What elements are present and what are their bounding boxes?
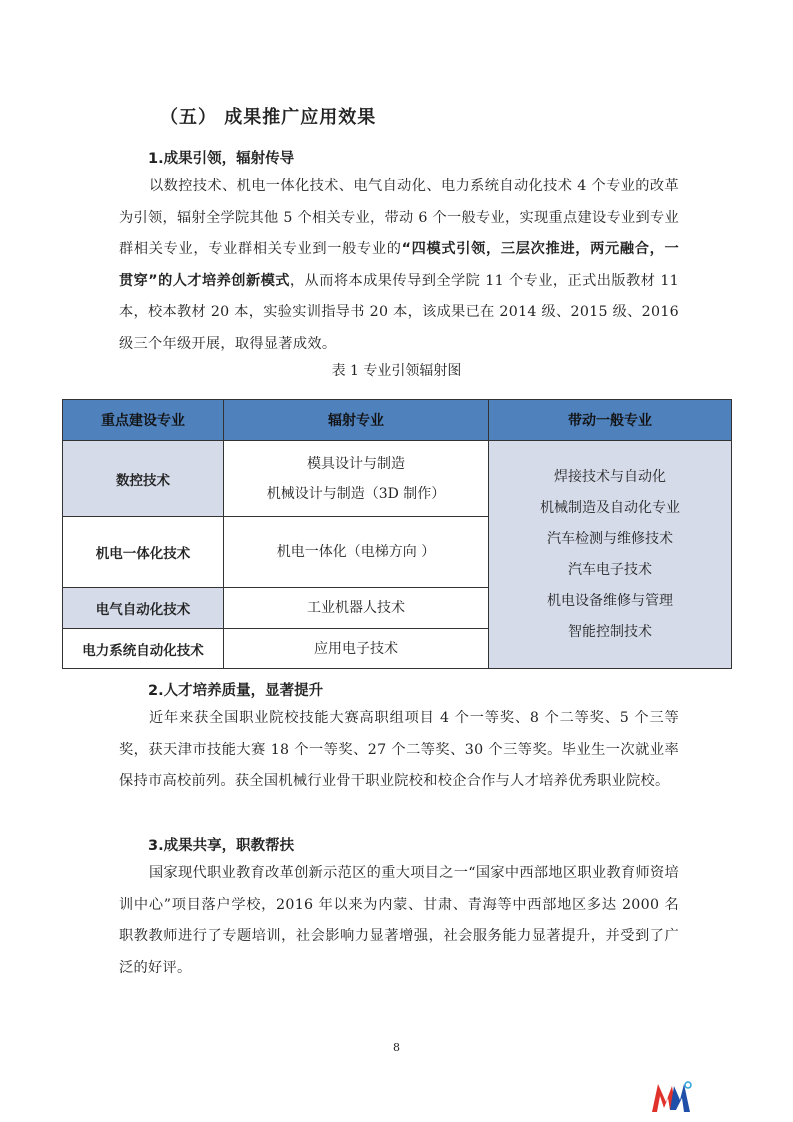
row-key-electrical: 电气自动化技术 bbox=[63, 588, 224, 629]
row-key-power: 电力系统自动化技术 bbox=[63, 629, 224, 669]
paragraph-2: 近年来获全国职业院校技能大赛高职组项目 4 个一等奖、8 个二等奖、5 个三等奖，获天津市技能大赛 18 个一等奖、27 个二等奖、30 个三等奖。毕业生一次就业率保持市高校前列。获全国机械行业骨干职业院校和校企合作与人才培养优秀职业院校。 bbox=[119, 710, 679, 789]
subsection-title-3: 3.成果共享，职教帮扶 bbox=[148, 838, 295, 854]
paragraph-1 bbox=[119, 171, 679, 360]
general-item: 汽车检测与维修技术 bbox=[547, 530, 673, 547]
general-item: 智能控制技术 bbox=[568, 623, 652, 640]
row-key-cnc: 数控技术 bbox=[63, 441, 224, 517]
section-title: （五） 成果推广应用效果 bbox=[160, 107, 377, 128]
row-radiate-electrical: 工业机器人技术 bbox=[224, 588, 489, 629]
general-item: 机电设备维修与管理 bbox=[547, 592, 673, 609]
general-item: 焊接技术与自动化 bbox=[554, 468, 666, 485]
row-radiate-mechatronics: 机电一体化（电梯方向 ） bbox=[224, 517, 489, 588]
general-majors-cell bbox=[489, 441, 732, 669]
radiate-item: 模具设计与制造 bbox=[307, 455, 405, 472]
row-radiate-power: 应用电子技术 bbox=[224, 629, 489, 669]
table-header-radiate: 辐射专业 bbox=[224, 400, 489, 441]
paragraph-1-part-c: ，从而将本成果传导到全学院 11 个专业，正式出版教材 11 本，校本教材 20 本，实验实训指导书 20 本，该成果已在 2014 级、2015 级、2016 级三个年级开展，取得显著成效。 bbox=[119, 272, 679, 352]
subsection-title-2: 2.人才培养质量，显著提升 bbox=[148, 683, 324, 699]
table-header-general: 带动一般专业 bbox=[489, 400, 732, 441]
page-number: 8 bbox=[393, 1041, 400, 1054]
general-item: 机械制造及自动化专业 bbox=[540, 499, 680, 516]
subsection-title-1: 1.成果引领，辐射传导 bbox=[148, 151, 295, 167]
paragraph-1-bold: “四模式引领，三层次推进，两元融合，一贯穿”的人才培养创新模式 bbox=[119, 241, 679, 289]
table-caption: 表 1 专业引领辐射图 bbox=[331, 363, 462, 379]
table-header-key: 重点建设专业 bbox=[63, 400, 224, 441]
paragraph-3: 国家现代职业教育改革创新示范区的重大项目之一“国家中西部地区职业教育师资培训中心”项目落户学校，2016 年以来为内蒙、甘肃、青海等中西部地区多达 2000 名职教教师进行了专题培训，社会影响力显著增强，社会服务能力显著提升，并受到了广泛的好评。 bbox=[119, 865, 679, 976]
row-key-mechatronics: 机电一体化技术 bbox=[63, 517, 224, 588]
radiate-item: 机械设计与制造（3D 制作） bbox=[266, 485, 446, 502]
school-logo-icon bbox=[650, 1080, 694, 1114]
general-item: 汽车电子技术 bbox=[568, 561, 652, 578]
paragraph-1-part-a: 以数控技术、机电一体化技术、电气自动化、电力系统自动化技术 4 个专业的改革为引领，辐射全学院其他 5 个相关专业，带动 6 个一般专业，实现重点建设专业到专业群相关专业，专业群相关专业到一般专业的 bbox=[119, 178, 679, 257]
row-radiate-cnc bbox=[224, 441, 489, 517]
radiation-table bbox=[62, 399, 732, 669]
